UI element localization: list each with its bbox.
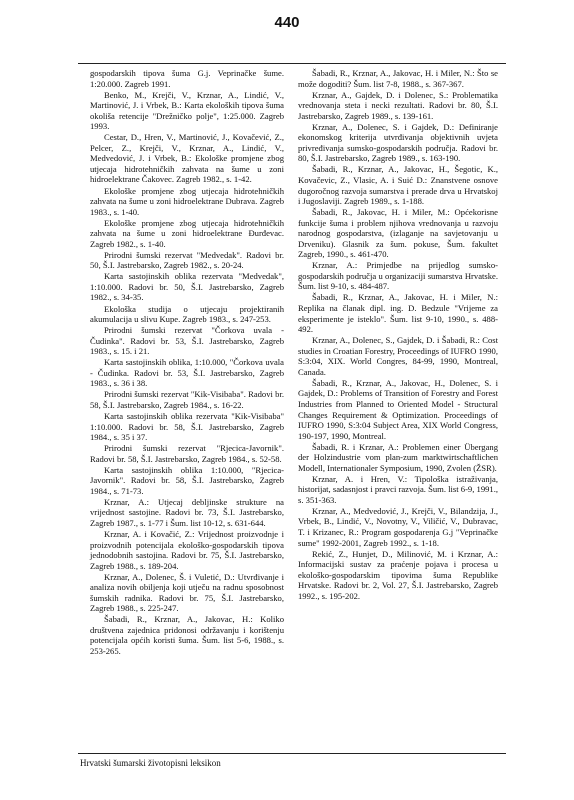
bibliography-entry: Prirodni šumski rezervat "Medvedak". Radovi br. 50, Š.I. Jastrebarsko, Zagreb 1982., s. 20-24. (90, 249, 284, 271)
bibliography-entry: Karta sastojinskih oblika 1:10.000, "Rjecica-Javornik". Radovi br. 58, Š.I. Jastrebarsko, Zagreb 1984., s. 71-73. (90, 464, 284, 496)
bibliography-entry: Karta sastojinskih oblika, 1:10.000, "Čorkova uvala - Čudinka. Radovi br. 53, Š.I. Jastrebarsko, Zagreb 1983., s. 36 i 38. (90, 357, 284, 389)
bibliography-entry: Ekološke promjene zbog utjecaja hidrotehničkih zahvata na šume u zoni hidroelektrane Dubrava. Zagreb 1983., s. 1-40. (90, 185, 284, 217)
bibliography-entry: Ekološka studija o utjecaju projektiranih akumulacija u slivu Kupe. Zagreb 1983., s. 247-253. (90, 303, 284, 325)
bibliography-entry: Ekološke promjene zbog utjecaja hidrotehničkih zahvata na šume u zoni hidroelektrane Đurđevac. Zagreb 1982., s. 1-40. (90, 217, 284, 249)
bibliography-entry: Šabadi, R., Krznar, A., Jakovac, H., Dolenec, S. i Gajdek, D.: Problems of Transition of Forestry and Forest Industries from Planned to Oriented Model - Structural Changes Requirement & Optimization. Proceedings of IUFRO 1990, S:3:04 Subject Area, XIX World Congress, 190-197, 1990, Montreal. (298, 377, 498, 441)
bibliography-entry: Prirodni šumski rezervat "Rjecica-Javornik". Radovi br. 58, Š.I. Jastrebarsko, Zagreb 1984., s. 52-58. (90, 443, 284, 464)
bibliography-entry: Krznar, A., Dolenec, Š. i Vuletić, D.: Utvrđivanje i analiza novih obiljenja koji utječu na radnu sposobnost šumskih radnika. Radovi br. 75, Š.I. Jastrebarsko, Zagreb 1988., s. 225-247. (90, 571, 284, 614)
bibliography-entry: Cestar, D., Hren, V., Martinović, J., Kovačević, Z., Pelcer, Z., Krejči, V., Krznar, A., Lindić, V., Medvedović, J. i Vrbek, B.: Ekološke promjene zbog utjecaja hidrotehničkih zahvata na šume u zoni hidroelektrane Čakovec. Zagreb 1982., s. 1-42. (90, 132, 284, 185)
bibliography-entry: Prirodni šumski rezervat "Čorkova uvala - Čudinka". Radovi br. 53, Š.I. Jastrebarsko, Zagreb 1983., s. 15. i 21. (90, 325, 284, 357)
bibliography-entry: Krznar, A. i Hren, V.: Tipološka istraživanja, historijat, sadasnjost i pravci razvoja. Šum. list 6-9, 1991., s. 351-363. (298, 473, 499, 505)
bibliography-entry: Krznar, A., Dolenec, S. i Gajdek, D.: Definiranje ekonomskog kriterija utvrđivanja objektivnih uvjeta privređivanja sumsko-gospodarskih područja. Radovi br. 80, Š.I. Jastrebarsko, Zagreb 1989., s. 163-190. (298, 121, 498, 164)
left-column (90, 68, 284, 657)
bibliography-entry: Benko, M., Krejči, V., Krznar, A., Lindić, V., Martinović, J. i Vrbek, B.: Karta ekoloških tipova šuma okoliša retencije "Drežničko polje", 1:25.000. Zagreb 1993. (90, 89, 284, 132)
bibliography-entry: Krznar, A.: Utjecaj debljinske strukture na vrijednost sastojine. Radovi br. 73, Š.I. Jastrebarsko, Zagreb 1987., s. 1-77 i Šum. list 10-12, s. 631-644. (90, 496, 284, 528)
bibliography-entry: Šabadi, R., Jakovac, H. i Miler, M.: Općekorisne funkcije šuma i problem njihova vrednovanja u razvoju narodnog gospodarstva, (izlaganje na savjetovanju u Drveniku). Glasnik za šum. pokuse, Šum. fakultet Zagreb, 1990., s. 461-470. (298, 207, 498, 260)
bibliography-entry: Karta sastojinskih oblika rezervata "Kik-Visibaba" 1:10.000. Radovi br. 58, Š.I. Jastrebarsko, Zagreb 1984., s. 35 i 37. (90, 411, 284, 443)
bibliography-entry: Krznar, A., Dolenec, S., Gajdek, D. i Šabadi, R.: Cost studies in Croatian Forestry, Proceedings of IUFRO 1990, S:3:04, XIX. World Congres, 84-99, 1990, Montreal, Canada. (298, 335, 498, 377)
bibliography-entry: Rekić, Z., Hunjet, D., Milinović, M. i Krznar, A.: Informacijski sustav za praćenje pojava i procesa u ekološko-gospodarskim tipovima šuma Republike Hrvatske. Radovi br. 2, Vol. 27, Š.I. Jastrebarsko, Zagreb 1992., s. 195-202. (298, 548, 498, 601)
page-number: 440 (274, 14, 300, 31)
bibliography-entry: Šabadi, R., Krznar, A., Jakovac, H. i Miler, N.: Što se može dogoditi? Šum. list 7-8, 1988., s. 367-367. (298, 68, 498, 89)
header-rule (78, 63, 506, 64)
footer-rule (78, 753, 506, 754)
bibliography-entry: Šabadi, R., Krznar, A., Jakovac, H., Šegotic, K., Kovačevic, Z., Vlasic, A. i Suić D.: Znanstvene osnove dugoročnog razvoja sumarstva i prerade drva u Hrvatskoj i Jugoslaviji. Zagreb 1989., s. 1-188. (298, 164, 498, 207)
bibliography-entry: Krznar, A., Gajdek, D. i Dolenec, S.: Problematika vrednovanja steta i necki rezultati. Radovi br. 80, Š.I. Jastrebarsko, Zagreb 1989., s. 139-161. (298, 89, 498, 121)
right-column (298, 68, 498, 601)
bibliography-entry: Šabadi, R., Krznar, A., Jakovac, H. i Miler, N.: Replika na članak dipl. ing. D. Bedzule "Vrijeme za eksperimente je isteklo". Šum. list 9-10, 1990., s. 488-492. (298, 292, 498, 335)
bibliography-entry: Šabadi, R. i Krznar, A.: Problemen einer Übergang der Holzindustrie vom plan-zum marktwirtschaftlichen Modell, Internationaler Symposium, 1990, Zvolen (ŽSR). (298, 441, 498, 473)
bibliography-entry: Krznar, A.: Primjedbe na prijedlog sumsko-gospodarskih područja u organizaciji sumarstva Hrvatske. Šum. list 9-10, s. 484-487. (298, 260, 498, 292)
footer-title: Hrvatski šumarski životopisni leksikon (80, 758, 221, 768)
bibliography-entry: gospodarskih tipova šuma G.j. Veprinačke šume. 1:20.000. Zagreb 1991. (90, 68, 284, 89)
bibliography-entry: Prirodni šumski rezervat "Kik-Visibaba". Radovi br. 58, Š.I. Jastrebarsko, Zagreb 1984., s. 16-22. (90, 389, 284, 410)
bibliography-entry: Karta sastojinskih oblika rezervata "Medvedak", 1:10.000. Radovi br. 50, Š.I. Jastrebarsko, Zagreb 1982., s. 34-35. (90, 271, 284, 303)
bibliography-entry: Krznar, A., Medvedović, J., Krejči, V., Bilandzija, J., Vrbek, B., Lindić, V., Novotny, V., Viličić, V., Dubravac, T. i Krizanec, R.: Program gospodarenja G.j "Veprinačke sume" 1992-2001, Zagreb 1992., s. 1-18. (298, 505, 498, 548)
bibliography-entry: Krznar, A. i Kovačić, Z.: Vrijednost proizvodnje i proizvodnih potencijala ekološko-gospodarskih tipova jednodobnih sastojina. Radovi br. 75, Š.I. Jastrebarsko, Zagreb 1988., s. 189-204. (90, 529, 284, 571)
bibliography-entry: Šabadi, R., Krznar, A., Jakovac, H.: Koliko društvena zajednica pridonosi održavanju i korištenju potencijala općih koristi šuma. Šum. list 5-6, 1988., s. 253-265. (90, 614, 284, 657)
